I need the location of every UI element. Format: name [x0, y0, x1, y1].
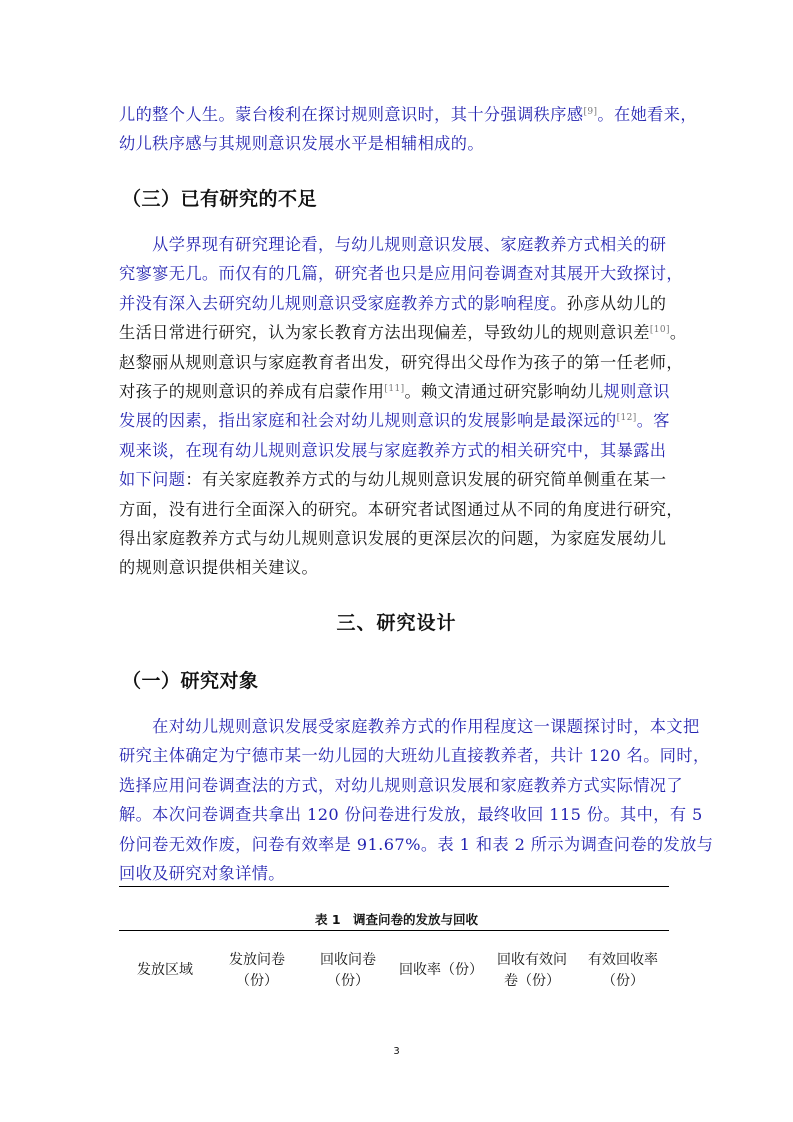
text-segment: 。在她看来，: [597, 105, 697, 124]
table-header-text: 发放区域: [137, 962, 193, 978]
text-line: [119, 318, 687, 347]
text-line: [119, 465, 679, 494]
text-line: [119, 712, 700, 741]
text-segment: 赵黎丽从规则意识与家庭教育者出发，研究得出父母作为孩子的第一任老师，: [119, 352, 683, 372]
table-header-cell: [395, 960, 487, 981]
text-segment: 。客: [636, 411, 670, 431]
text-segment: 观来谈，在现有幼儿规则意识发展与家庭教养方式的相关研究中，其暴露出: [119, 440, 667, 460]
text-segment: 孙彦从幼儿的: [566, 293, 667, 313]
table-header-cell: [212, 950, 302, 992]
section-heading-limitations: （三）已有研究的不足: [122, 188, 318, 210]
text-line: [119, 129, 679, 158]
page-number: 3: [393, 1046, 400, 1057]
text-segment: 规则意识: [603, 382, 670, 402]
text-segment: 研究主体确定为宁德市某一幼儿园的大班幼儿直接教养者，共计 120 名。同时，: [119, 746, 710, 766]
text-segment: 。赖文清通过研究影响幼儿: [404, 382, 604, 402]
text-line: [119, 259, 683, 288]
citation-ref: [9]: [583, 107, 598, 117]
table-header-cell: [487, 950, 577, 992]
table-header-text: 回收有效问: [497, 952, 567, 968]
table-caption: 表 1 调查问卷的发放与回收: [314, 912, 479, 927]
table-header-text: 回收率（份）: [399, 962, 483, 978]
citation-ref: [11]: [384, 384, 405, 395]
table-header-text: （份）: [327, 973, 369, 989]
table-header-cell: [578, 950, 668, 992]
text-segment: 方面，没有进行全面深入的研究。本研究者试图通过从不同的角度进行研究，: [119, 499, 683, 519]
text-line: [119, 830, 714, 859]
text-segment: 在对幼儿规则意识发展受家庭教养方式的作用程度这一课题探讨时，本文把: [119, 717, 700, 736]
text-segment: ：有关家庭教养方式的与幼儿规则意识发展的研究简单侧重在某一: [185, 470, 667, 490]
table-header-text: 发放问卷: [229, 952, 285, 968]
table-header-text: （份）: [602, 973, 644, 989]
text-segment: 份问卷无效作废，问卷有效率是 91.67%。表 1 和表 2 所示为调查问卷的发放与: [119, 834, 714, 854]
text-line: [119, 436, 679, 465]
text-segment: 儿的整个人生。蒙台梭利在探讨规则意识时，其十分强调秩序感: [119, 105, 584, 124]
text-segment: 得出家庭教养方式与幼儿规则意识发展的更深层次的问题，为家庭发展幼儿: [119, 529, 667, 549]
text-line: [119, 495, 683, 524]
text-segment: 究寥寥无几。而仅有的几篇，研究者也只是应用问卷调查对其展开大致探讨，: [119, 264, 683, 284]
research-subjects-paragraph: [119, 712, 714, 888]
text-segment: 如下问题: [119, 470, 186, 490]
table-header-cell: [120, 960, 210, 981]
text-segment: 从学界现有研究理论看，与幼儿规则意识发展、家庭教养方式相关的研: [119, 235, 667, 254]
table-header-cell: [303, 950, 393, 992]
text-segment: 的规则意识提供相关建议。: [119, 558, 319, 578]
chapter-heading-research-design: 三、研究设计: [336, 612, 457, 634]
text-segment: 生活日常进行研究，认为家长教育方法出现偏差，导致幼儿的规则意识差: [119, 323, 650, 343]
intro-paragraph: [119, 100, 697, 159]
text-line: [119, 377, 679, 406]
text-segment: 回收及研究对象详情。: [119, 864, 285, 884]
text-segment: 并没有深入去研究幼儿规则意识受家庭教养方式的影响程度。: [119, 293, 567, 313]
limitations-paragraph: [119, 230, 687, 583]
section-heading-research-subjects: （一）研究对象: [122, 670, 259, 692]
text-segment: 幼儿秩序感与其规则意识发展水平是相辅相成的。: [119, 134, 484, 154]
text-line: [119, 289, 679, 318]
text-segment: 选择应用问卷调查法的方式，对幼儿规则意识发展和家庭教养方式实际情况了: [119, 775, 683, 795]
text-segment: 对孩子的规则意识的养成有启蒙作用: [119, 382, 385, 402]
citation-ref: [10]: [649, 325, 670, 336]
text-line: [119, 859, 679, 888]
text-segment: 发展的因素，指出家庭和社会对幼儿规则意识的发展影响是最深远的: [119, 411, 617, 431]
text-segment: 解。本次问卷调查共拿出 120 份问卷进行发放，最终收回 115 份。其中，有 5: [119, 805, 703, 825]
table-header-text: 卷（份）: [504, 973, 560, 989]
text-segment: 。: [669, 323, 687, 343]
text-line: [119, 741, 710, 770]
table-header-rule: [119, 930, 669, 931]
text-line: [119, 800, 703, 829]
text-line: [119, 348, 683, 377]
table-header-text: （份）: [236, 973, 278, 989]
text-line: [119, 230, 679, 259]
text-line: [119, 100, 697, 129]
text-line: [119, 406, 679, 435]
table-header-text: 回收问卷: [320, 952, 376, 968]
text-line: [119, 524, 679, 553]
text-line: [119, 771, 683, 800]
table-top-rule: [119, 886, 669, 887]
table-header-text: 有效回收率: [588, 952, 658, 968]
text-line: [119, 553, 679, 582]
citation-ref: [12]: [616, 413, 637, 424]
